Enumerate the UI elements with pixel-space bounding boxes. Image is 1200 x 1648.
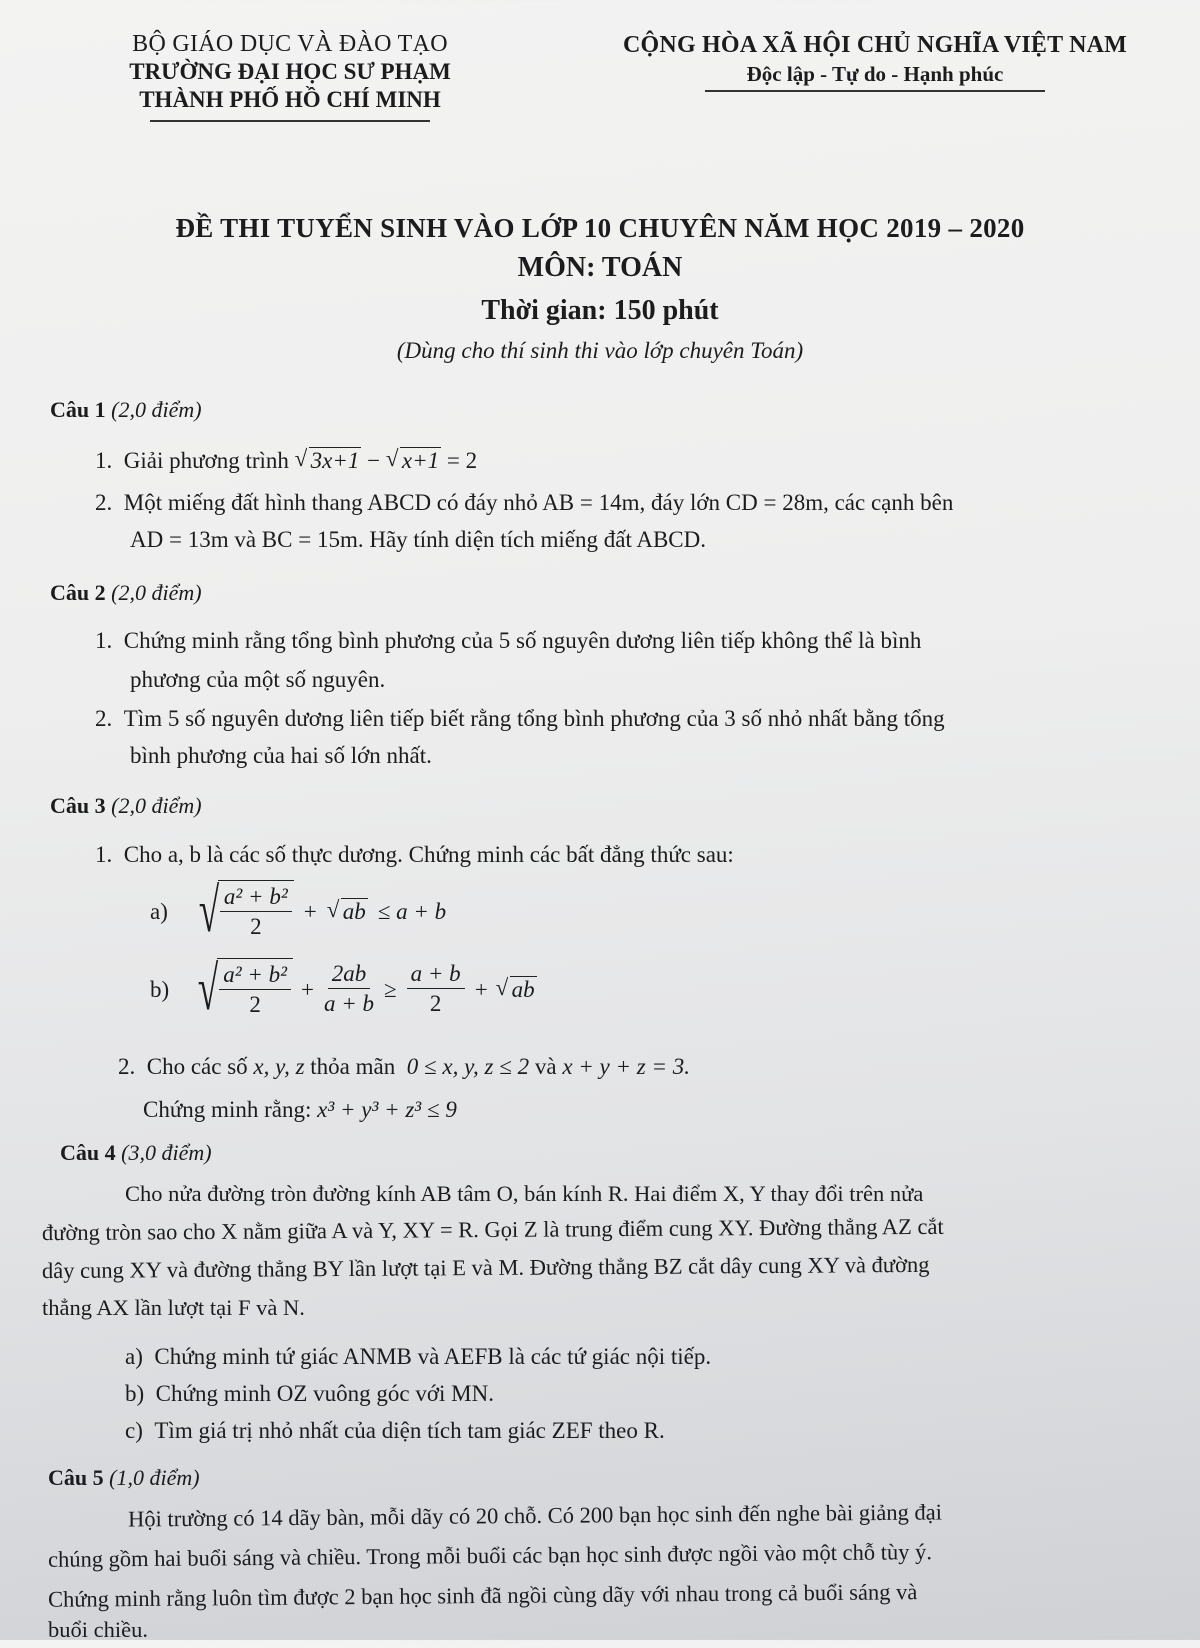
numerator: a² + b²	[219, 961, 291, 990]
sub-text: Tìm giá trị nhỏ nhất của diện tích tam giác ZEF theo R.	[154, 1418, 665, 1443]
q5-line-4: buổi chiều.	[48, 1617, 148, 1642]
sub-text: Chứng minh tứ giác ANMB và AEFB là các tứ giác nội tiếp.	[154, 1344, 712, 1369]
radicand: 3x+1	[310, 448, 360, 473]
question-label: Câu 4	[60, 1140, 116, 1165]
q3-item-2	[118, 1048, 690, 1085]
q3-inequality-a	[150, 877, 447, 945]
numerator: a² + b²	[220, 883, 292, 912]
q4-sub-c	[125, 1412, 665, 1449]
q5-line-2: chúng gồm hai buổi sáng và chiều. Trong mỗi buổi các bạn học sinh được ngồi vào một chỗ tùy ý.	[47, 1539, 933, 1572]
question-label: Câu 1	[50, 397, 106, 422]
sqrt-expression	[327, 893, 368, 930]
header-right-underline	[705, 90, 1045, 92]
operator: +	[474, 976, 488, 1002]
numerator: a + b	[407, 960, 465, 989]
radicand: ab	[342, 898, 366, 924]
q1-item-1	[95, 442, 477, 479]
q2-item-1	[95, 622, 921, 659]
sub-label: b)	[150, 976, 170, 1002]
q4-line-2: đường tròn sao cho X nằm giữa A và Y, XY = R. Gọi Z là trung điểm cung XY. Đường thẳng AZ cắt	[41, 1213, 944, 1246]
denominator: 2	[249, 992, 261, 1017]
sqrt-expression	[496, 971, 537, 1008]
item-text: Chứng minh rằng:	[143, 1097, 312, 1122]
q5-line-3: Chứng minh rằng luôn tìm được 2 bạn học sinh đã ngồi cùng dãy với nhau trong cả buổi sáng và	[47, 1579, 918, 1612]
q4-line-3: dây cung XY và đường thẳng BY lần lượt tại E và M. Đường thẳng BZ cắt dây cung XY và đường	[41, 1251, 930, 1284]
question-5-heading	[48, 1465, 200, 1491]
q2-item-2	[95, 700, 945, 737]
radicand: x+1	[401, 448, 440, 473]
question-label: Câu 2	[50, 580, 106, 605]
q1-item-2-cont: AD = 13m và BC = 15m. Hãy tính diện tích miếng đất ABCD.	[130, 527, 706, 552]
operator: ≥	[384, 976, 397, 1002]
item-text: Giải phương trình	[123, 448, 289, 473]
radical-sign: √	[197, 955, 219, 1023]
question-points: (2,0 điểm)	[111, 580, 202, 605]
item-number: 1.	[95, 842, 113, 867]
national-motto: Độc lập - Tự do - Hạnh phúc	[746, 62, 1004, 86]
q4-line-4: thẳng AX lần lượt tại F và N.	[42, 1295, 305, 1320]
question-3-heading	[50, 793, 202, 819]
sqrt-fraction	[192, 877, 294, 945]
operator: −	[367, 448, 381, 473]
q3-inequality-b	[150, 955, 537, 1023]
denominator: 2	[250, 914, 262, 939]
exam-note: (Dùng cho thí sinh thi vào lớp chuyên Toán)	[396, 338, 804, 363]
sum-condition: x + y + z = 3.	[562, 1054, 690, 1079]
q4-sub-b	[125, 1375, 494, 1412]
denominator: 2	[429, 990, 442, 1016]
sub-label: a)	[150, 898, 168, 924]
question-points: (2,0 điểm)	[111, 793, 202, 818]
inequality: x³ + y³ + z³ ≤ 9	[317, 1097, 457, 1122]
numerator: 2ab	[328, 960, 371, 989]
header-republic-block	[580, 30, 1170, 92]
header-ministry-block	[95, 30, 485, 122]
sqrt-expression	[386, 442, 441, 479]
condition: 0 ≤ x, y, z ≤ 2	[406, 1054, 530, 1079]
university-name: TRƯỜNG ĐẠI HỌC SƯ PHẠM	[129, 59, 451, 84]
sub-text: Chứng minh OZ vuông góc với MN.	[155, 1381, 494, 1406]
fraction	[407, 960, 465, 1019]
radical-sign: √	[198, 877, 220, 945]
item-text: Cho các số	[146, 1054, 248, 1079]
header-left-underline	[150, 120, 430, 122]
item-text: Chứng minh rằng tổng bình phương của 5 số nguyên dương liên tiếp không thể là bình	[123, 628, 922, 653]
exam-duration: Thời gian: 150 phút	[481, 295, 719, 326]
q3-item-1	[95, 836, 734, 873]
question-2-heading	[50, 580, 202, 606]
q2-item-1-cont: phương của một số nguyên.	[130, 667, 386, 692]
q5-line-1: Hội trường có 14 dãy bàn, mỗi dãy có 20 chỗ. Có 200 bạn học sinh đến nghe bài giảng đại	[127, 1499, 943, 1532]
item-number: 2.	[95, 706, 113, 731]
operator: +	[303, 898, 317, 924]
q3-item-2-cont	[143, 1091, 457, 1128]
inequality-rhs: ≤ a + b	[377, 898, 447, 924]
question-4-heading	[60, 1140, 212, 1166]
fraction	[324, 960, 374, 1019]
item-text: Tìm 5 số nguyên dương liên tiếp biết rằng tổng bình phương của 3 số nhỏ nhất bằng tổng	[123, 706, 945, 731]
q4-sub-a	[125, 1338, 711, 1375]
item-text: và	[534, 1054, 557, 1079]
item-text: thỏa mãn	[310, 1054, 396, 1079]
q1-item-2	[95, 484, 953, 521]
q2-item-2-cont: bình phương của hai số lớn nhất.	[130, 743, 432, 768]
item-text: Một miếng đất hình thang ABCD có đáy nhỏ AB = 14m, đáy lớn CD = 28m, các cạnh bên	[123, 490, 954, 515]
city-name: THÀNH PHỐ HỒ CHÍ MINH	[139, 87, 441, 112]
item-number: 2.	[118, 1054, 136, 1079]
sub-label: b)	[125, 1381, 145, 1406]
equation-rhs: = 2	[446, 448, 478, 473]
item-number: 2.	[95, 490, 113, 515]
denominator: a + b	[324, 990, 375, 1016]
variables: x, y, z	[253, 1054, 305, 1079]
question-1-heading	[50, 397, 202, 423]
radicand: ab	[511, 976, 535, 1002]
question-label: Câu 5	[48, 1465, 104, 1490]
sqrt-fraction	[191, 955, 293, 1023]
item-text: Cho a, b là các số thực dương. Chứng minh các bất đẳng thức sau:	[123, 842, 734, 867]
ministry-name: BỘ GIÁO DỤC VÀ ĐÀO TẠO	[132, 31, 448, 57]
question-points: (2,0 điểm)	[111, 397, 202, 422]
sub-label: c)	[125, 1418, 143, 1443]
question-points: (1,0 điểm)	[109, 1465, 200, 1490]
question-points: (3,0 điểm)	[121, 1140, 212, 1165]
exam-subject: MÔN: TOÁN	[517, 252, 683, 283]
item-number: 1.	[95, 628, 113, 653]
operator: +	[301, 976, 314, 1002]
item-number: 1.	[95, 448, 113, 473]
exam-title: ĐỀ THI TUYỂN SINH VÀO LỚP 10 CHUYÊN NĂM HỌC 2019 – 2020	[175, 213, 1025, 243]
sub-label: a)	[125, 1344, 143, 1369]
sqrt-expression	[295, 442, 362, 479]
question-label: Câu 3	[50, 793, 106, 818]
republic-name: CỘNG HÒA XÃ HỘI CHỦ NGHĨA VIỆT NAM	[623, 32, 1127, 58]
q4-line-1: Cho nửa đường tròn đường kính AB tâm O, bán kính R. Hai điểm X, Y thay đổi trên nửa	[125, 1181, 924, 1206]
